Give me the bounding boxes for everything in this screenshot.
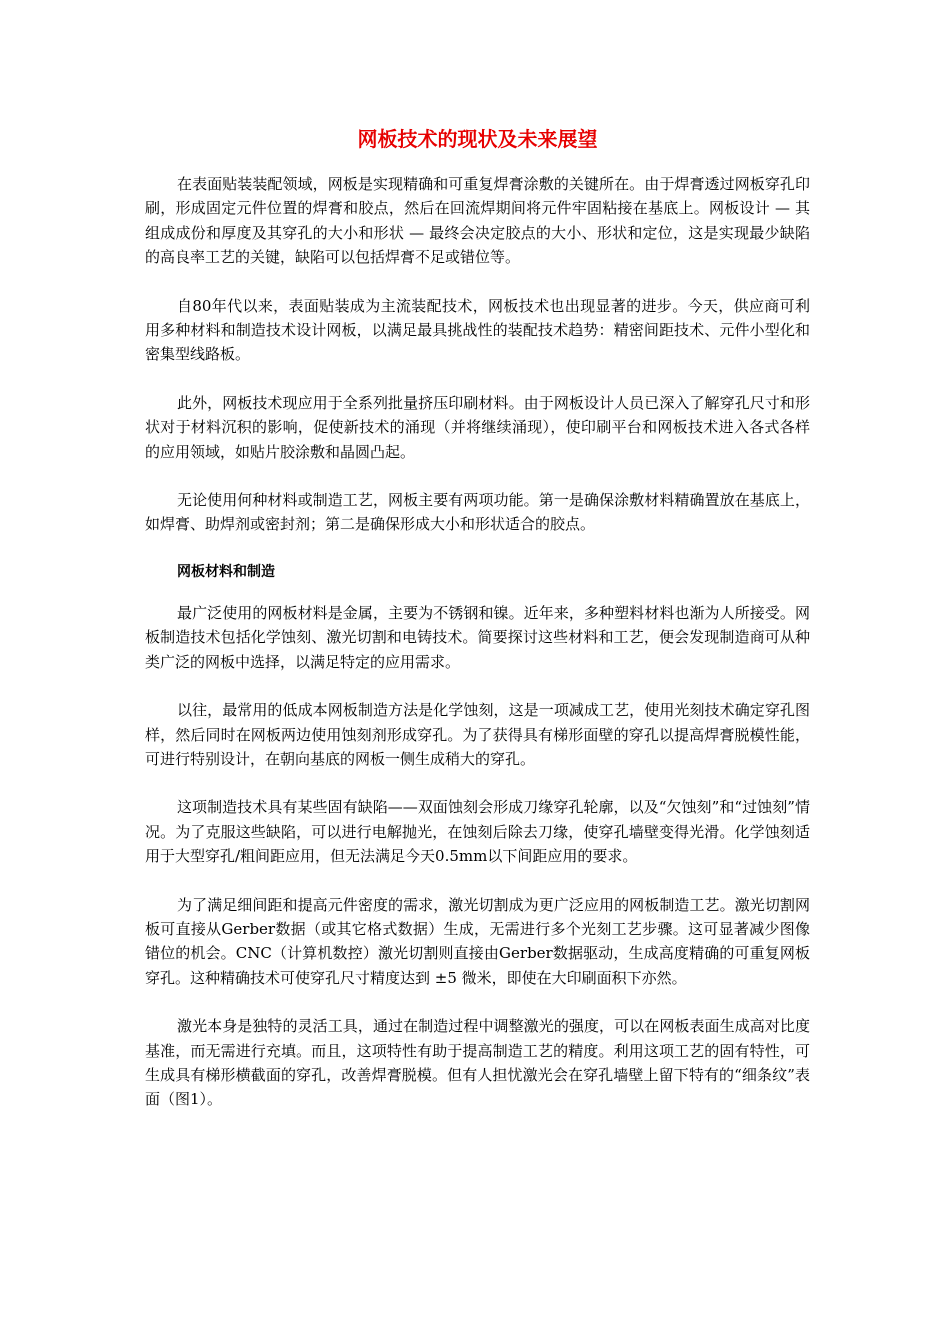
paragraph-section-4: 为了满足细间距和提高元件密度的需求，激光切割成为更广泛应用的网板制造工艺。激光切割网板可直接从Gerber数据（或其它格式数据）生成，无需进行多个光刻工艺步骤。这可显著减少图像错位的机会。CNC（计算机数控）激光切割则直接由Gerber数据驱动，生成高度精确的可重复网板穿孔。这种精确技术可使穿孔尺寸精度达到 ±5 微米，即使在大印刷面积下亦然。 [145,895,810,987]
paragraph-intro-3: 此外，网板技术现应用于全系列批量挤压印刷材料。由于网板设计人员已深入了解穿孔尺寸和形状对于材料沉积的影响，促使新技术的涌现（并将继续涌现），使印刷平台和网板技术进入各式各样的应用领域，如贴片胶涂敷和晶圆凸起。 [145,393,810,461]
paragraph-section-5: 激光本身是独特的灵活工具，通过在制造过程中调整激光的强度，可以在网板表面生成高对比度基准，而无需进行充填。而且，这项特性有助于提高制造工艺的精度。利用这项工艺的固有特性，可生成具有梯形横截面的穿孔，改善焊膏脱模。但有人担忧激光会在穿孔墙壁上留下特有的“细条纹”表面（图1）。 [145,1017,810,1109]
paragraph-section-1: 最广泛使用的网板材料是金属，主要为不锈钢和镍。近年来，多种塑料材料也渐为人所接受。网板制造技术包括化学蚀刻、激光切割和电铸技术。简要探讨这些材料和工艺，便会发现制造商可从种类广泛的网板中选择，以满足特定的应用需求。 [145,603,810,671]
document-title: 网板技术的现状及未来展望 [357,127,598,151]
paragraph-intro-4: 无论使用何种材料或制造工艺，网板主要有两项功能。第一是确保涂敷材料精确置放在基底上，如焊膏、助焊剂或密封剂；第二是确保形成大小和形状适合的胶点。 [145,491,810,534]
paragraph-section-2: 以往，最常用的低成本网板制造方法是化学蚀刻，这是一项减成工艺，使用光刻技术确定穿孔图样，然后同时在网板两边使用蚀刻剂形成穿孔。为了获得具有梯形面壁的穿孔以提高焊膏脱模性能，可进行特别设计，在朝向基底的网板一侧生成稍大的穿孔。 [145,701,810,768]
section-heading: 网板材料和制造 [177,563,275,580]
paragraph-intro-1: 在表面贴装装配领域，网板是实现精确和可重复焊膏涂敷的关键所在。由于焊膏透过网板穿孔印刷，形成固定元件位置的焊膏和胶点，然后在回流焊期间将元件牢固粘接在基底上。网板设计 — 其组成成份和厚度及其穿孔的大小和形状 — 最终会决定胶点的大小、形状和定位，这是实现最少缺陷的高良率工艺的关键，缺陷可以包括焊膏不足或错位等。 [145,175,810,267]
paragraph-section-3: 这项制造技术具有某些固有缺陷——双面蚀刻会形成刀缘穿孔轮廓，以及“欠蚀刻”和“过蚀刻”情况。为了克服这些缺陷，可以进行电解抛光，在蚀刻后除去刀缘，使穿孔墙壁变得光滑。化学蚀刻适用于大型穿孔/粗间距应用，但无法满足今天0.5mm以下间距应用的要求。 [145,798,810,866]
document-page [145,126,810,1136]
paragraph-intro-2: 自80年代以来，表面贴装成为主流装配技术，网板技术也出现显著的进步。今天，供应商可利用多种材料和制造技术设计网板，以满足最具挑战性的装配技术趋势：精密间距技术、元件小型化和密集型线路板。 [145,296,810,364]
